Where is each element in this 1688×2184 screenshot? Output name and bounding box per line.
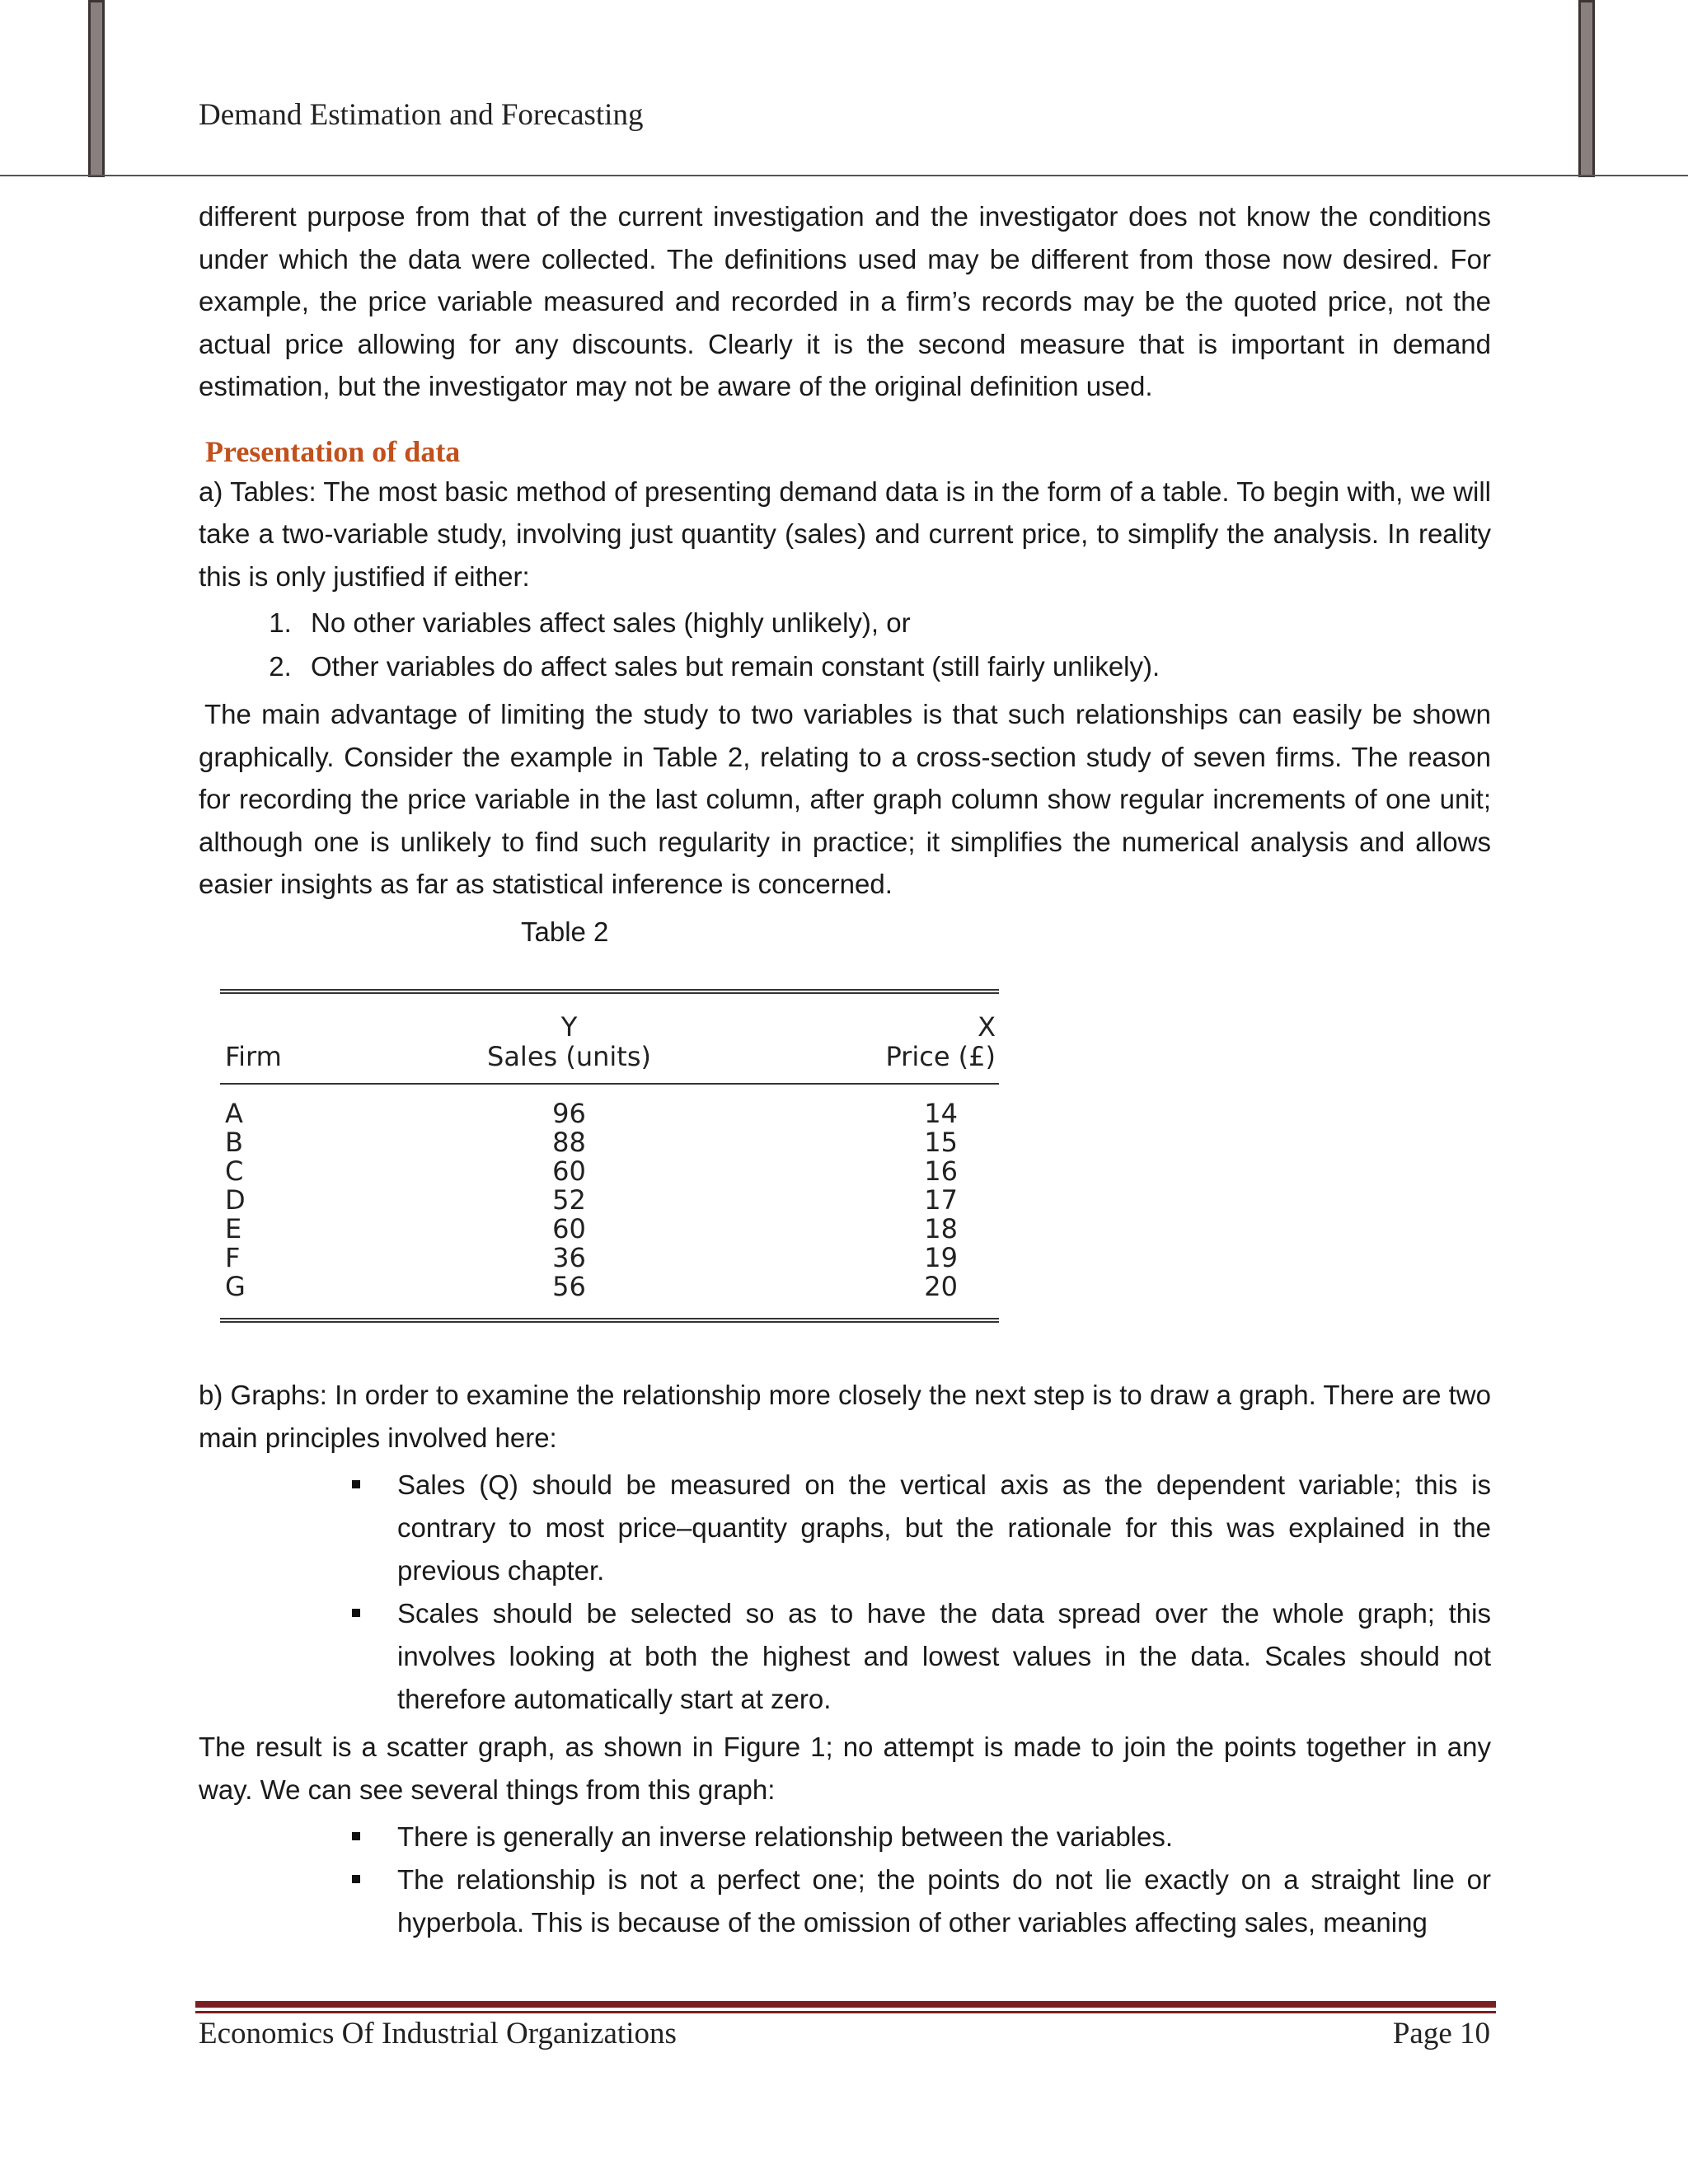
list-item-text: The relationship is not a perfect one; the points do not lie exactly on a straight line or hyperbola. This is because of the omission of other variables affecting sales, meaning xyxy=(397,1864,1491,1938)
firm-cell: B xyxy=(225,1127,243,1158)
observations-list xyxy=(199,1816,1491,1944)
running-header-title: Demand Estimation and Forecasting xyxy=(199,98,644,132)
list-item xyxy=(397,1592,1491,1721)
header-right-bar xyxy=(1578,0,1595,177)
table-row xyxy=(220,1272,999,1320)
table-caption: Table 2 xyxy=(521,916,609,947)
sales-cell: 52 xyxy=(552,1184,586,1216)
list-item xyxy=(397,1464,1491,1592)
firm-header: Firm xyxy=(220,1042,415,1084)
firm-cell: A xyxy=(225,1098,243,1129)
list-item-text: Other variables do affect sales but remain constant (still fairly unlikely). xyxy=(311,651,1160,682)
footer-rule xyxy=(195,2001,1496,2008)
sales-cell: 96 xyxy=(552,1098,586,1129)
section-heading: Presentation of data xyxy=(205,434,461,468)
y-symbol-header: Y xyxy=(560,1011,578,1043)
header-rule xyxy=(0,175,1688,176)
firm-cell: G xyxy=(225,1271,246,1302)
list-item-text: Sales (Q) should be measured on the vertical axis as the dependent variable; this is contrary to most price–quantity graphs, but the rationale for this was explained in the previous chapter. xyxy=(397,1469,1491,1586)
firm-cell: D xyxy=(225,1184,246,1216)
advantage-paragraph: The main advantage of limiting the study to two variables is that such relationships can easily be shown graphically. Consider the example in Table 2, relating to a cross-section study of seven firms. The reason for recording the price variable in the last column, after graph column show regular increments of one unit; although one is unlikely to find such regularity in practice; it simplifies the numerical analysis and allows easier insights as far as statistical inference is concerned. xyxy=(199,699,1491,899)
firm-cell: F xyxy=(225,1242,241,1273)
table-row xyxy=(220,1186,999,1215)
square-bullet-icon xyxy=(352,1875,360,1883)
table-row xyxy=(220,1215,999,1244)
list-item xyxy=(397,1858,1491,1944)
sales-cell: 88 xyxy=(552,1127,586,1158)
tables-paragraph: a) Tables: The most basic method of presenting demand data is in the form of a table. To begin with, we will take a two-variable study, involving just quantity (sales) and current price, to simplify the analysis. In reality this is only justified if either: xyxy=(199,476,1491,592)
list-item xyxy=(397,1816,1491,1858)
price-header: Price (£) xyxy=(724,1042,999,1084)
sales-cell: 60 xyxy=(552,1213,586,1244)
footer-course-title: Economics Of Industrial Organizations xyxy=(199,2017,677,2050)
intro-paragraph: different purpose from that of the current investigation and the investigator does not know the conditions under which the data were collected. The definitions used may be different from those now desired. For example, the price variable measured and recorded in a firm’s records may be the quoted price, not the actual price allowing for any discounts. Clearly it is the second measure that is important in demand estimation, but the investigator may not be aware of the original definition used. xyxy=(199,201,1491,401)
page-number: Page 10 xyxy=(1392,2017,1490,2050)
list-item-text: No other variables affect sales (highly unlikely), or xyxy=(311,607,911,638)
x-symbol-header: X xyxy=(978,1011,996,1043)
table-row xyxy=(220,1244,999,1272)
sales-cell: 56 xyxy=(552,1271,586,1302)
list-item xyxy=(299,601,1491,644)
square-bullet-icon xyxy=(352,1609,360,1617)
square-bullet-icon xyxy=(352,1480,360,1488)
table-row xyxy=(220,1084,999,1128)
principles-list xyxy=(199,1464,1491,1721)
price-cell: 14 xyxy=(924,1098,958,1129)
footer-rule-thin xyxy=(195,2011,1496,2013)
firm-cell: C xyxy=(225,1155,244,1187)
table-row xyxy=(220,1128,999,1157)
price-cell: 19 xyxy=(924,1242,958,1273)
price-cell: 15 xyxy=(924,1127,958,1158)
price-cell: 16 xyxy=(924,1155,958,1187)
square-bullet-icon xyxy=(352,1832,360,1840)
list-item xyxy=(299,644,1491,688)
price-cell: 17 xyxy=(924,1184,958,1216)
sales-cell: 36 xyxy=(552,1242,586,1273)
result-paragraph: The result is a scatter graph, as shown in Figure 1; no attempt is made to join the points together in any way. We can see several things from this graph: xyxy=(199,1732,1491,1805)
sales-price-table xyxy=(220,989,999,1323)
sales-cell: 60 xyxy=(552,1155,586,1187)
sales-header: Sales (units) xyxy=(415,1042,724,1084)
price-cell: 18 xyxy=(924,1213,958,1244)
list-item-text: There is generally an inverse relationship between the variables. xyxy=(397,1821,1174,1852)
header-left-bar xyxy=(88,0,105,177)
price-cell: 20 xyxy=(924,1271,958,1302)
conditions-list xyxy=(199,601,1491,688)
graphs-paragraph: b) Graphs: In order to examine the relationship more closely the next step is to draw a graph. There are two main principles involved here: xyxy=(199,1380,1491,1453)
page-body xyxy=(199,195,1491,1949)
firm-cell: E xyxy=(225,1213,242,1244)
table-row xyxy=(220,1157,999,1186)
list-item-text: Scales should be selected so as to have the data spread over the whole graph; this involves looking at both the highest and lowest values in the data. Scales should not therefore automatically start at zero. xyxy=(397,1598,1491,1714)
